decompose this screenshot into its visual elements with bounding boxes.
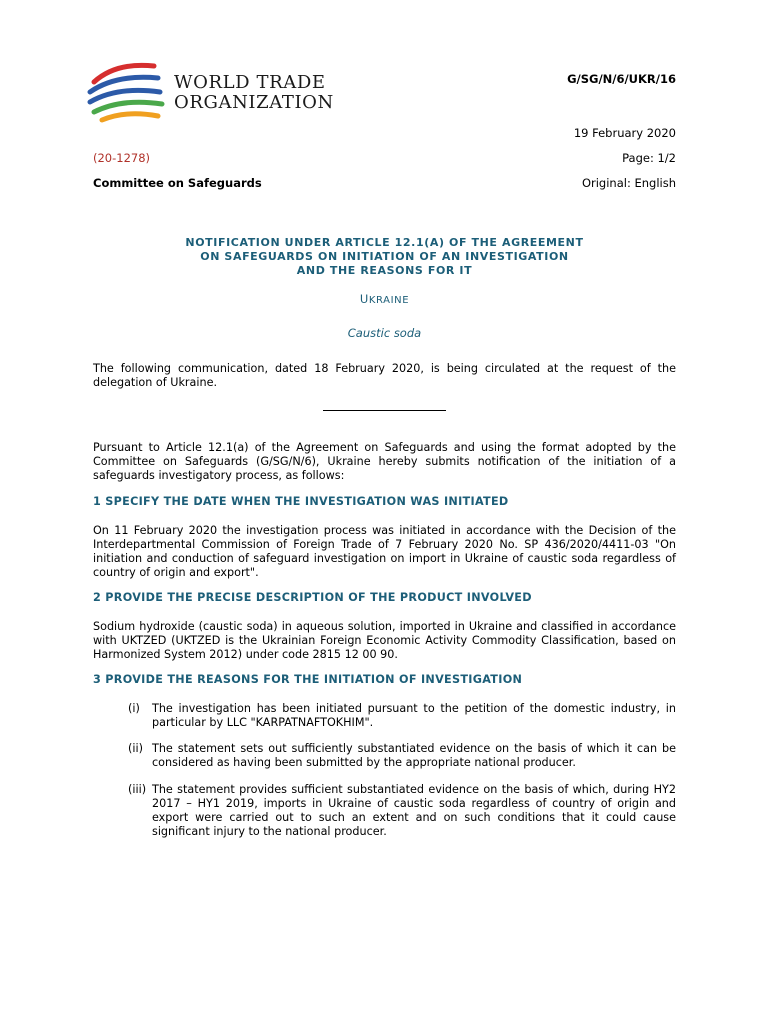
document-date: 19 February 2020 <box>573 126 676 140</box>
separator-rule <box>323 410 446 411</box>
wto-wordmark <box>174 73 334 113</box>
section-heading-3: 3 PROVIDE THE REASONS FOR THE INITIATION OF INVESTIGATION <box>93 673 523 686</box>
list-item <box>128 702 676 730</box>
country-rest: KRAINE <box>368 295 410 306</box>
list-item <box>128 783 676 839</box>
list-item-text: The statement provides sufficient substantiated evidence on the basis of which, during HY2 2017 – HY1 2019, imports in Ukraine of caustic soda regardless of country of origin and export were carried out to such an extent and on such conditions that it could cause significant injury to the national producer. <box>152 783 676 838</box>
country-initial: U <box>359 292 369 306</box>
list-item-number: (ii) <box>128 742 143 755</box>
page-number: Page: 1/2 <box>622 151 676 165</box>
section-heading-1: 1 SPECIFY THE DATE WHEN THE INVESTIGATION WAS INITIATED <box>93 495 509 508</box>
list-item-number: (i) <box>128 702 140 715</box>
wordmark-line-2: ORGANIZATION <box>174 92 334 113</box>
committee-name: Committee on Safeguards <box>93 176 262 190</box>
country-name <box>93 292 676 306</box>
document-number: (20-1278) <box>93 151 151 165</box>
wordmark-line-1: WORLD TRADE <box>174 72 326 93</box>
original-language: Original: English <box>581 176 676 190</box>
section-body-1: On 11 February 2020 the investigation process was initiated in accordance with the Decision of the Interdepartmental Commission of Foreign Trade of 7 February 2020 No. SP 436/2020/4411-03 "On initiation and conduction of safeguard investigation on import in Ukraine of caustic soda regardless of country of origin and export". <box>93 524 676 579</box>
list-item-text: The statement sets out sufficiently substantiated evidence on the basis of which it can be considered as having been submitted by the appropriate national producer. <box>152 742 676 769</box>
section-heading-2: 2 PROVIDE THE PRECISE DESCRIPTION OF THE PRODUCT INVOLVED <box>93 591 532 604</box>
list-item-text: The investigation has been initiated pursuant to the petition of the domestic industry, in particular by LLC "KARPATNAFTOKHIM". <box>152 702 676 729</box>
product-name: Caustic soda <box>347 326 422 340</box>
document-symbol: G/SG/N/6/UKR/16 <box>567 72 676 86</box>
pursuant-paragraph: Pursuant to Article 12.1(a) of the Agreement on Safeguards and using the format adopted by the Committee on Safeguards (G/SG/N/6), Ukraine hereby submits notification of the initiation of a safeguards investigatory process, as follows: <box>93 441 676 482</box>
list-item <box>128 742 676 770</box>
section-body-2: Sodium hydroxide (caustic soda) in aqueous solution, imported in Ukraine and classified in accordance with UKTZED (UKTZED is the Ukrainian Foreign Economic Activity Commodity Classification, based on Harmonized System 2012) under code 2815 12 00 90. <box>93 620 676 661</box>
title-line: NOTIFICATION UNDER ARTICLE 12.1(A) OF THE AGREEMENT <box>185 236 584 249</box>
title-line: AND THE REASONS FOR IT <box>296 264 473 277</box>
title-line: ON SAFEGUARDS ON INITIATION OF AN INVESTIGATION <box>200 250 569 263</box>
list-item-number: (iii) <box>128 783 147 796</box>
intro-paragraph: The following communication, dated 18 February 2020, is being circulated at the request of the delegation of Ukraine. <box>93 362 676 389</box>
document-title <box>93 236 676 278</box>
wto-logo <box>86 58 336 130</box>
wto-emblem-icon <box>86 58 166 130</box>
